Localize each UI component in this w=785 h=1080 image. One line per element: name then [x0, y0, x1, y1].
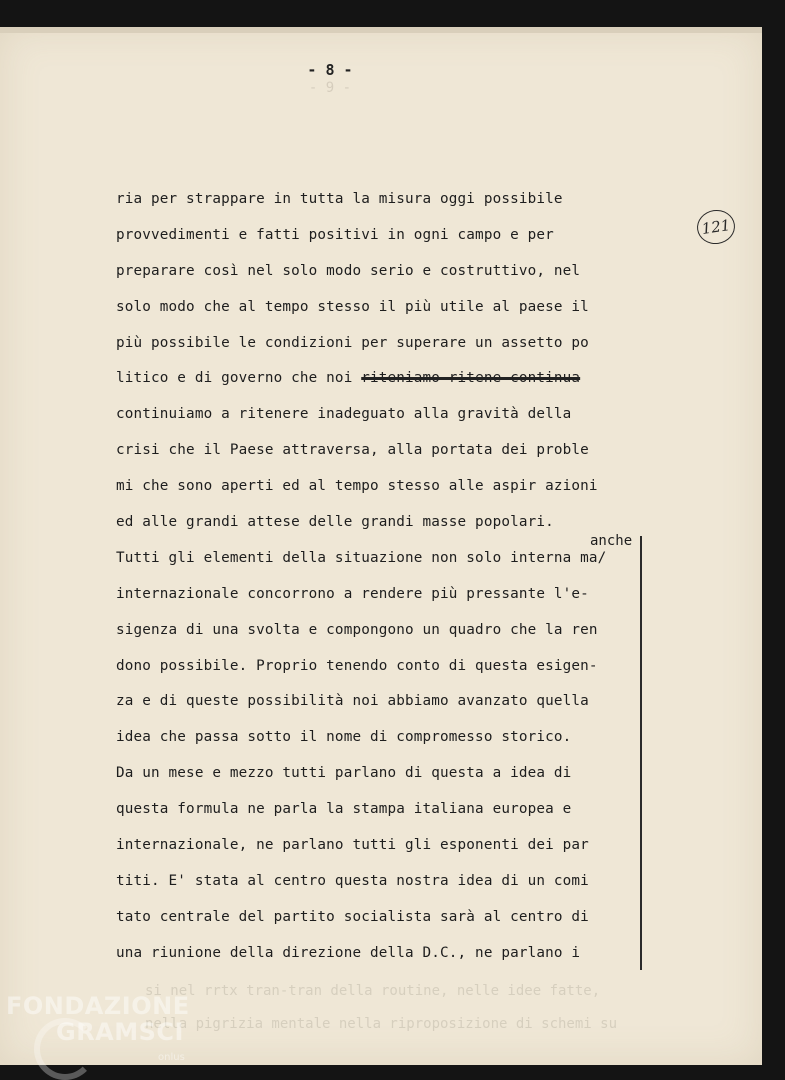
- text-line-content: Da un mese e mezzo tutti parlano di questa a idea di: [116, 765, 572, 782]
- text-line: [116, 655, 656, 691]
- text-line-content: litico e di governo che noi: [116, 370, 362, 387]
- annotation-text: 121: [700, 216, 732, 238]
- watermark-ring-icon: [34, 1018, 96, 1080]
- page-top-edge: [0, 27, 762, 33]
- text-line: [116, 439, 656, 475]
- text-line-content: ria per strappare in tutta la misura oggi possibile: [116, 191, 563, 207]
- margin-vertical-mark: [640, 536, 642, 970]
- text-line: [116, 942, 656, 978]
- text-line-content: più possibile le condizioni per superare un assetto po: [116, 334, 589, 351]
- text-line-content: za e di queste possibilità noi abbiamo avanzato quella: [116, 693, 589, 710]
- text-line-content: internazionale, ne parlano tutti gli esponenti dei par: [116, 837, 589, 854]
- text-line-content: Tutti gli elementi della situazione non solo interna ma/: [116, 549, 607, 566]
- text-line-content: idea che passa sotto il nome di compromesso storico.: [116, 729, 572, 746]
- text-line-content: una riunione della direzione della D.C., ne parlano i: [116, 944, 581, 961]
- text-line: [116, 332, 656, 368]
- watermark-line-3: onlus: [158, 1052, 185, 1063]
- text-line-content: internazionale concorrono a rendere più pressante l'e-: [116, 585, 589, 602]
- text-line-content: titi. E' stata al centro questa nostra idea di un comi: [116, 872, 589, 889]
- text-line-content: sigenza di una svolta e compongono un quadro che la ren: [116, 621, 598, 638]
- watermark-line-2: GRAMSCI: [56, 1018, 184, 1046]
- text-line-content: solo modo che al tempo stesso il più utile al paese il: [116, 298, 589, 315]
- text-line-content: preparare così nel solo modo serio e costruttivo, nel: [116, 262, 581, 279]
- typewritten-body-text: [116, 188, 656, 978]
- text-line: [116, 475, 656, 511]
- text-line: [116, 224, 656, 260]
- text-line: [116, 834, 656, 870]
- text-line: [116, 188, 656, 224]
- text-line: [116, 367, 656, 403]
- text-line: [116, 762, 656, 798]
- struck-through-text: riteniamo ritene continua: [361, 370, 581, 387]
- text-line: [116, 726, 656, 762]
- text-line-content: questa formula ne parla la stampa italiana europea e: [116, 801, 572, 818]
- text-line: [116, 870, 656, 906]
- text-line-content: mi che sono aperti ed al tempo stesso alle aspir azioni: [116, 478, 598, 495]
- watermark-logo: [6, 992, 190, 1063]
- text-line: [116, 260, 656, 296]
- text-line: [116, 403, 656, 439]
- handwritten-insert-word: anche: [590, 533, 633, 549]
- text-line-content: continuiamo a ritenere inadeguato alla gravità della: [116, 406, 572, 423]
- text-line: [116, 690, 656, 726]
- text-line: [116, 619, 656, 655]
- text-line-content: provvedimenti e fatti positivi in ogni campo e per: [116, 226, 554, 243]
- bleed-through-text: [145, 975, 665, 1041]
- text-line: [116, 296, 656, 332]
- text-line: [116, 583, 656, 619]
- bleed-through-line: si nel rrtx tran-tran della routine, nelle idee fatte,: [145, 983, 601, 999]
- text-line: [116, 511, 656, 547]
- text-line: [116, 798, 656, 834]
- bleed-through-page-number: - 9 -: [308, 80, 352, 96]
- text-line: [116, 906, 656, 942]
- text-line-content: ed alle grandi attese delle grandi masse popolari.: [116, 514, 554, 531]
- bleed-through-line: nella pigrizia mentale nella riproposizione di schemi su: [145, 1016, 618, 1032]
- text-line: [116, 547, 656, 583]
- text-line-content: dono possibile. Proprio tenendo conto di questa esigen-: [116, 657, 598, 674]
- page-number: - 8 -: [307, 61, 353, 79]
- watermark-line-1: FONDAZIONE: [6, 992, 190, 1020]
- text-line-content: crisi che il Paese attraversa, alla portata dei proble: [116, 442, 589, 459]
- text-line-content: tato centrale del partito socialista sarà al centro di: [116, 908, 589, 925]
